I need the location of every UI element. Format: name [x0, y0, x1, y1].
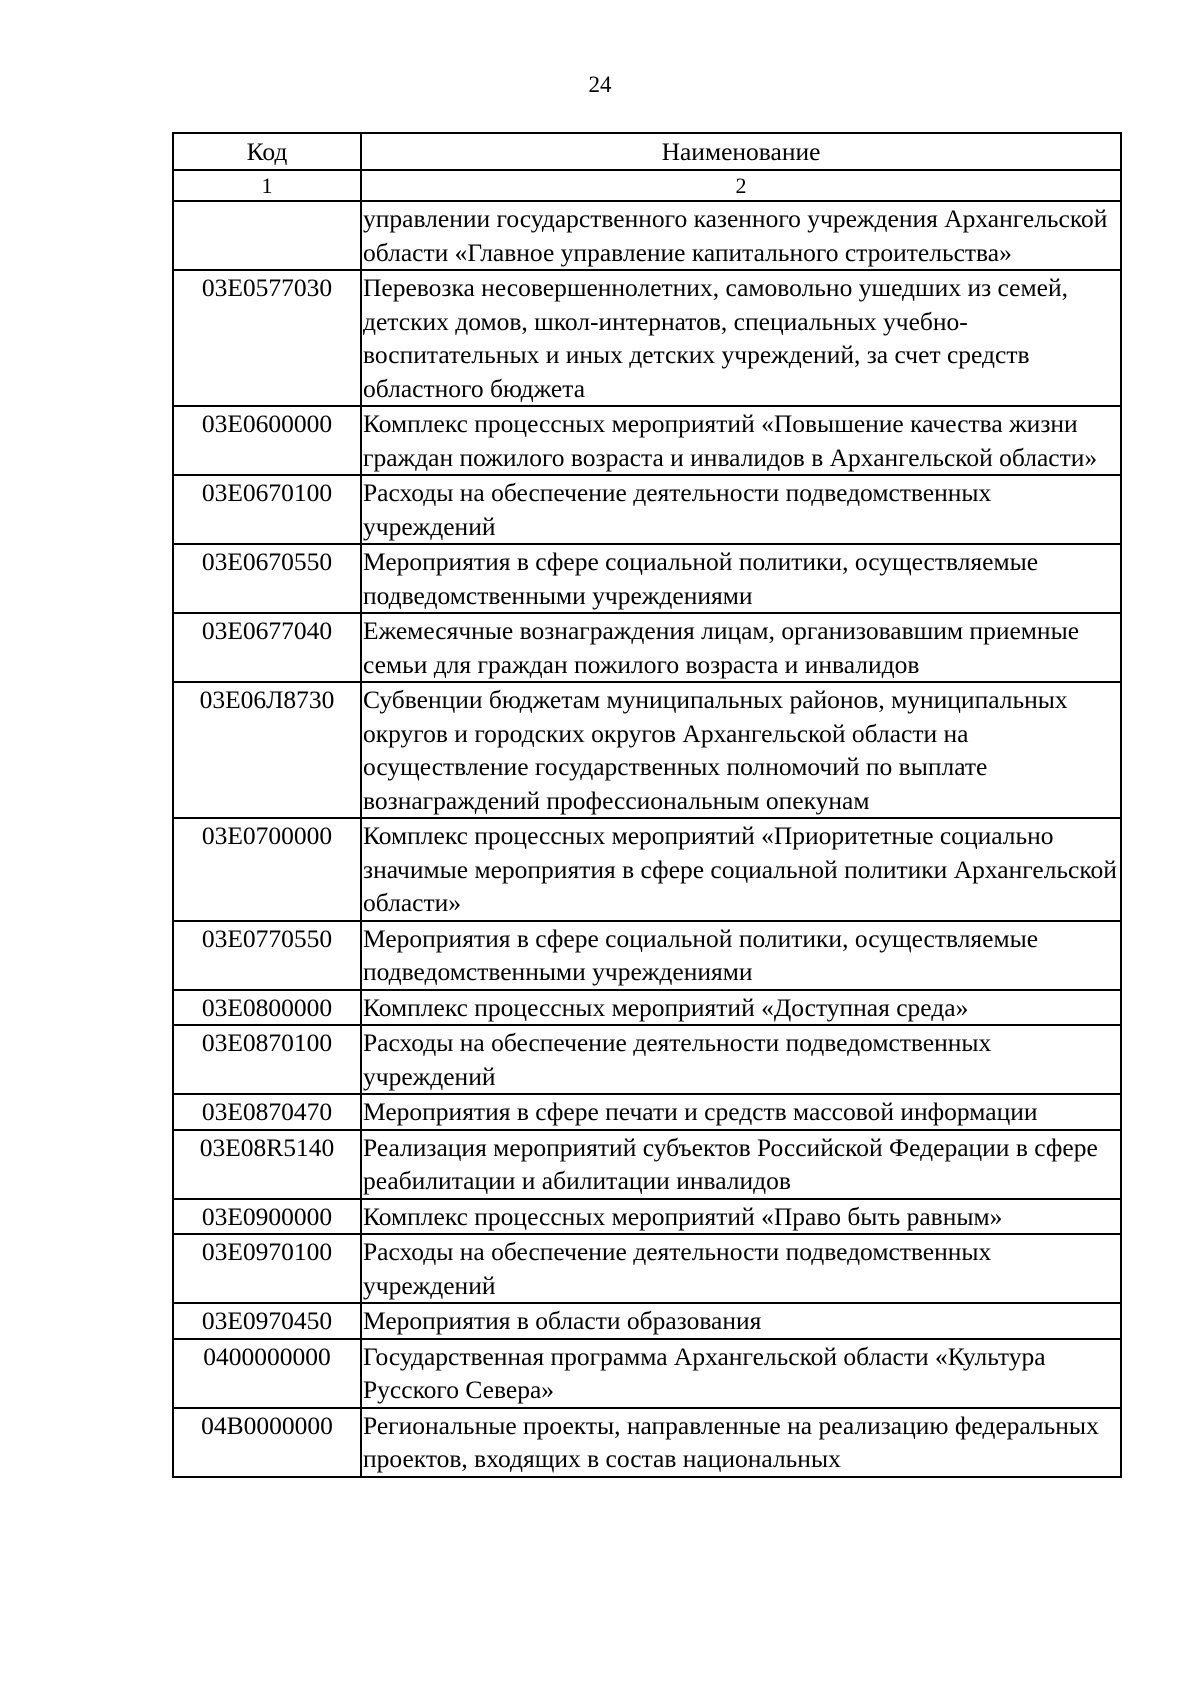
- table-row: [173, 1339, 1121, 1408]
- table-row: [173, 270, 1121, 406]
- table-row: [173, 201, 1121, 270]
- row-name: Мероприятия в области образования: [361, 1303, 1121, 1339]
- table-row: [173, 990, 1121, 1026]
- table-row: [173, 1025, 1121, 1094]
- row-name: Ежемесячные вознаграждения лицам, организовавшим приемные семьи для граждан пожилого возраста и инвалидов: [361, 613, 1121, 682]
- row-name: Комплекс процессных мероприятий «Приоритетные социально значимые мероприятия в сфере социальной политики Архангельской области»: [361, 818, 1121, 921]
- row-code: 03Е0700000: [173, 818, 361, 921]
- row-name: Субвенции бюджетам муниципальных районов, муниципальных округов и городских округов Архангельской области на осуществление государственных полномочий по выплате вознаграждений профессиональным опекунам: [361, 682, 1121, 818]
- table-row: [173, 544, 1121, 613]
- table-row: [173, 1094, 1121, 1130]
- row-code: 03Е0800000: [173, 990, 361, 1026]
- column-number-code: 1: [173, 170, 361, 201]
- row-code: 03Е0770550: [173, 921, 361, 990]
- table-row: [173, 1303, 1121, 1339]
- row-code: 03Е0577030: [173, 270, 361, 406]
- row-code: 04В0000000: [173, 1408, 361, 1477]
- table-row: [173, 406, 1121, 475]
- row-name: Комплекс процессных мероприятий «Доступная среда»: [361, 990, 1121, 1026]
- row-name: Мероприятия в сфере социальной политики, осуществляемые подведомственными учреждениями: [361, 544, 1121, 613]
- row-code: 03Е08R5140: [173, 1130, 361, 1199]
- table-row: [173, 1130, 1121, 1199]
- table-header-row: [173, 133, 1121, 170]
- row-name: Реализация мероприятий субъектов Российской Федерации в сфере реабилитации и абилитации инвалидов: [361, 1130, 1121, 1199]
- column-number-row: [173, 170, 1121, 201]
- table-row: [173, 682, 1121, 818]
- row-name: Расходы на обеспечение деятельности подведомственных учреждений: [361, 1234, 1121, 1303]
- row-name: Расходы на обеспечение деятельности подведомственных учреждений: [361, 1025, 1121, 1094]
- row-code: 03Е0600000: [173, 406, 361, 475]
- table-row: [173, 475, 1121, 544]
- table-row: [173, 818, 1121, 921]
- row-code: 03Е06Л8730: [173, 682, 361, 818]
- row-name: Расходы на обеспечение деятельности подведомственных учреждений: [361, 475, 1121, 544]
- header-name: Наименование: [361, 133, 1121, 170]
- page-number: 24: [588, 72, 612, 97]
- row-name: управлении государственного казенного учреждения Архангельской области «Главное управление капитального строительства»: [361, 201, 1121, 270]
- row-code: [173, 201, 361, 270]
- row-code: 03Е0870470: [173, 1094, 361, 1130]
- row-code: 03Е0670100: [173, 475, 361, 544]
- row-code: 03Е0677040: [173, 613, 361, 682]
- row-name: Перевозка несовершеннолетних, самовольно ушедших из семей, детских домов, школ-интернатов, специальных учебно-воспитательных и иных детских учреждений, за счет средств областного бюджета: [361, 270, 1121, 406]
- row-code: 03Е0870100: [173, 1025, 361, 1094]
- row-name: Мероприятия в сфере печати и средств массовой информации: [361, 1094, 1121, 1130]
- row-code: 0400000000: [173, 1339, 361, 1408]
- table-row: [173, 921, 1121, 990]
- row-code: 03Е0670550: [173, 544, 361, 613]
- column-number-name: 2: [361, 170, 1121, 201]
- row-name: Государственная программа Архангельской области «Культура Русского Севера»: [361, 1339, 1121, 1408]
- budget-classification-table: [172, 132, 1122, 1478]
- row-name: Комплекс процессных мероприятий «Право быть равным»: [361, 1199, 1121, 1235]
- row-code: 03Е0900000: [173, 1199, 361, 1235]
- row-code: 03Е0970100: [173, 1234, 361, 1303]
- table-row: [173, 1234, 1121, 1303]
- row-name: Мероприятия в сфере социальной политики, осуществляемые подведомственными учреждениями: [361, 921, 1121, 990]
- row-name: Региональные проекты, направленные на реализацию федеральных проектов, входящих в состав национальных: [361, 1408, 1121, 1477]
- row-code: 03Е0970450: [173, 1303, 361, 1339]
- table-body: [173, 201, 1121, 1477]
- table-row: [173, 613, 1121, 682]
- header-code: Код: [173, 133, 361, 170]
- table-row: [173, 1199, 1121, 1235]
- table-row: [173, 1408, 1121, 1477]
- row-name: Комплекс процессных мероприятий «Повышение качества жизни граждан пожилого возраста и инвалидов в Архангельской области»: [361, 406, 1121, 475]
